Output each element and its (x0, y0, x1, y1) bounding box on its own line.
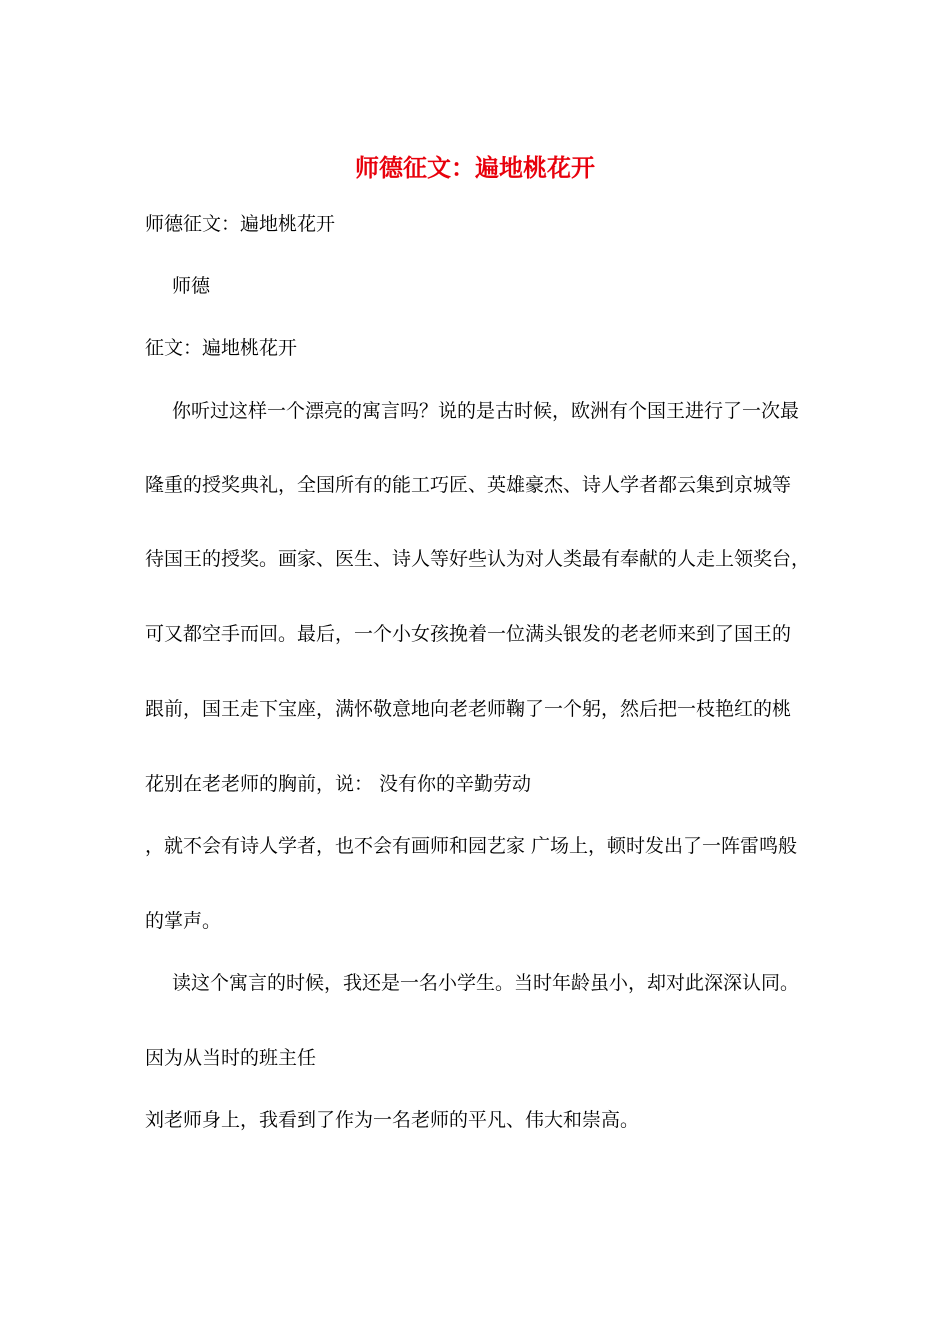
paragraph-line: 你听过这样一个漂亮的寓言吗？说的是古时候，欧洲有个国王进行了一次最 (172, 400, 800, 422)
paragraph-line: 跟前，国王走下宝座，满怀敬意地向老老师鞠了一个躬，然后把一枝艳红的桃 (145, 698, 792, 720)
paragraph-line: 可又都空手而回。最后，一个小女孩挽着一位满头银发的老老师来到了国王的 (145, 623, 792, 645)
paragraph-line: ，就不会有诗人学者，也不会有画师和园艺家 广场上，顿时发出了一阵雷鸣般 (145, 835, 798, 857)
paragraph-line: 读这个寓言的时候，我还是一名小学生。当时年龄虽小，却对此深深认同。 (172, 972, 800, 994)
paragraph-line: 刘老师身上，我看到了作为一名老师的平凡、伟大和崇高。 (145, 1109, 640, 1131)
paragraph-line: 花别在老老师的胸前，说： 没有你的辛勤劳动 (145, 773, 532, 795)
document-title: 师德征文：遍地桃花开 (355, 154, 595, 182)
paragraph-line: 隆重的授奖典礼，全国所有的能工巧匠、英雄豪杰、诗人学者都云集到京城等 (145, 474, 792, 496)
paragraph-line: 师德征文：遍地桃花开 (145, 213, 336, 235)
paragraph-line: 因为从当时的班主任 (145, 1047, 317, 1069)
paragraph-line: 师德 (172, 275, 211, 297)
paragraph-line: 的掌声。 (145, 910, 222, 932)
paragraph-line: 征文：遍地桃花开 (145, 337, 298, 359)
paragraph-line: 待国王的授奖。画家、医生、诗人等好些认为对人类最有奉献的人走上领奖台， (145, 548, 811, 570)
